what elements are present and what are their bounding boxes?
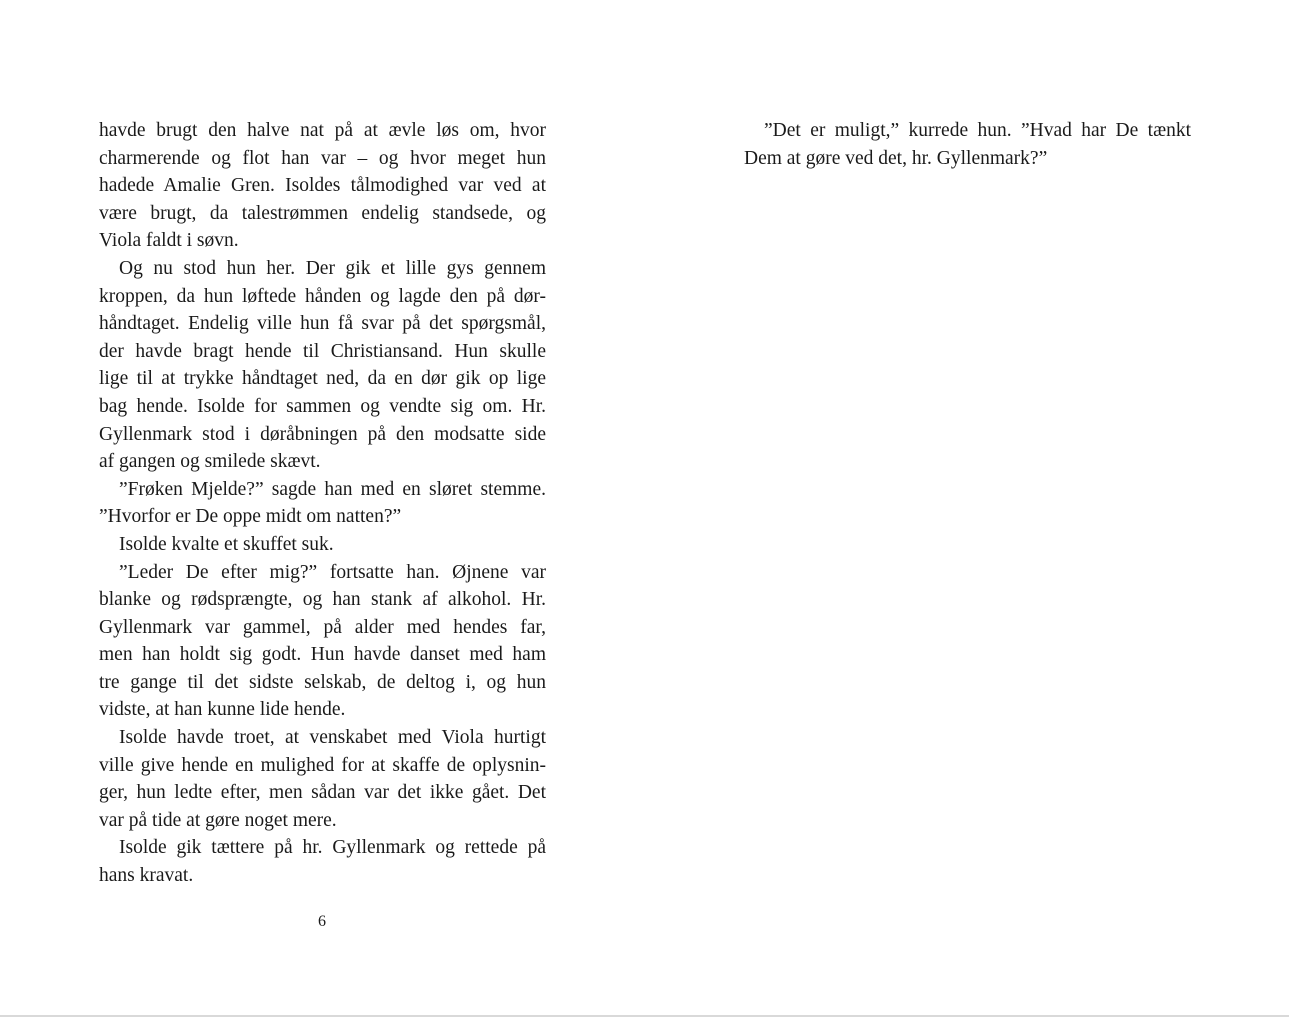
text-line: Dem at gøre ved det, hr. Gyllenmark?” — [744, 147, 1048, 169]
text-line: ”Frøken Mjelde?” sagde han med en sløret stemme. — [119, 478, 546, 500]
left-page-text — [99, 117, 546, 890]
text-line: Isolde gik tættere på hr. Gyllenmark og rettede på — [119, 837, 546, 859]
text-line: ville give hende en mulighed for at skaffe de oplysnin- — [99, 754, 546, 776]
text-line: ”Leder De efter mig?” fortsatte han. Øjnene var — [119, 561, 546, 583]
text-line: var på tide at gøre noget mere. — [99, 809, 337, 831]
text-line: kroppen, da hun løftede hånden og lagde den på dør- — [99, 285, 546, 307]
right-page-text — [744, 117, 1191, 172]
text-line: ”Hvorfor er De oppe midt om natten?” — [99, 506, 402, 528]
text-line: lige til at trykke håndtaget ned, da en dør gik op lige — [99, 368, 546, 390]
text-line: Isolde havde troet, at venskabet med Viola hurtigt — [119, 727, 546, 749]
text-line: vidste, at han kunne lide hende. — [99, 699, 346, 721]
text-line: hadede Amalie Gren. Isoldes tålmodighed var ved at — [99, 175, 546, 197]
text-line: ”Det er muligt,” kurrede hun. ”Hvad har De tænkt — [764, 120, 1191, 141]
text-line: men han holdt sig godt. Hun havde danset med ham — [99, 644, 546, 666]
text-line: Gyllenmark var gammel, på alder med hendes far, — [99, 616, 546, 638]
text-line: håndtaget. Endelig ville hun få svar på det spørgsmål, — [99, 313, 546, 335]
page-number: 6 — [318, 913, 326, 930]
text-line: af gangen og smilede skævt. — [99, 451, 321, 473]
text-line: Viola faldt i søvn. — [99, 230, 239, 252]
text-line: Gyllenmark stod i døråbningen på den modsatte side — [99, 423, 546, 445]
text-line: bag hende. Isolde for sammen og vendte sig om. Hr. — [99, 395, 546, 417]
text-line: charmerende og flot han var – og hvor meget hun — [99, 147, 546, 169]
text-line: hans kravat. — [99, 865, 194, 887]
text-line: havde brugt den halve nat på at ævle løs om, hvor — [99, 120, 546, 141]
text-line: tre gange til det sidste selskab, de deltog i, og hun — [99, 671, 546, 693]
text-line: Isolde kvalte et skuffet suk. — [119, 533, 334, 555]
text-line: blanke og rødsprængte, og han stank af alkohol. Hr. — [99, 589, 546, 611]
text-line: der havde bragt hende til Christiansand. Hun skulle — [99, 340, 546, 362]
text-line: være brugt, da talestrømmen endelig standsede, og — [99, 202, 546, 224]
text-line: Og nu stod hun her. Der gik et lille gys gennem — [119, 257, 546, 279]
text-line: ger, hun ledte efter, men sådan var det ikke gået. Det — [99, 782, 546, 804]
